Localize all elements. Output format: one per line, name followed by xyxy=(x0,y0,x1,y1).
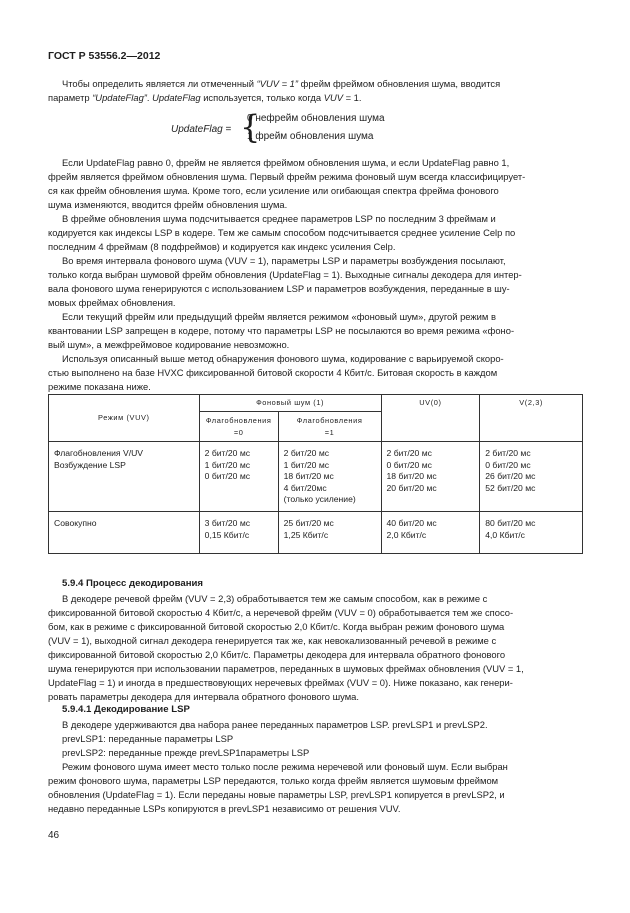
table-row2-c1: 3 бит/20 мс 0,15 Кбит/с xyxy=(199,512,278,554)
table-row2-c3: 40 бит/20 мс 2,0 Кбит/с xyxy=(381,512,480,554)
table-header-mode: Режим (VUV) xyxy=(49,395,200,442)
paragraph-intro-cont: параметр “UpdateFlag”. UpdateFlag используется, только когда VUV = 1. xyxy=(48,92,362,103)
paragraph-prevlsp2: prevLSP2: переданные прежде prevLSP1параметры LSP xyxy=(62,747,310,758)
section-title-5941: 5.9.4.1 Декодирование LSP xyxy=(62,704,190,715)
page-number: 46 xyxy=(48,830,60,841)
brace-symbol: { xyxy=(240,108,261,146)
formula-case-1: 1 фрейм обновления шума xyxy=(247,131,374,142)
table-row1-c2: 2 бит/20 мс 1 бит/20 мс 18 бит/20 мс 4 бит/20мс (только усиление) xyxy=(278,442,381,512)
table-row2-label: Совокупно xyxy=(49,512,200,554)
table-row1-c3: 2 бит/20 мс 0 бит/20 мс 18 бит/20 мс 20 бит/20 мс xyxy=(381,442,480,512)
table-row2-c2: 25 бит/20 мс 1,25 Кбит/с xyxy=(278,512,381,554)
table-row1-label: Флагобновления V/UV Возбуждение LSP xyxy=(49,442,200,512)
table-header-flag1: Флагобновления =1 xyxy=(278,412,381,442)
table-header-flag0: Флагобновления =0 xyxy=(199,412,278,442)
bitrate-table xyxy=(48,394,583,554)
document-header: ГОСТ Р 53556.2—2012 xyxy=(48,50,161,62)
table-row2-c4: 80 бит/20 мс 4,0 Кбит/с xyxy=(480,512,583,554)
table-row1-c4: 2 бит/20 мс 0 бит/20 мс 26 бит/20 мс 52 бит/20 мс xyxy=(480,442,583,512)
table-row1-c1: 2 бит/20 мс 1 бит/20 мс 0 бит/20 мс xyxy=(199,442,278,512)
paragraph-lsp-sets: В декодере удерживаются два набора ранее переданных параметров LSP. prevLSP1 и prevLSP2. xyxy=(62,719,488,730)
formula-label: UpdateFlag = xyxy=(171,124,232,135)
paragraph-prevlsp1: prevLSP1: переданные параметры LSP xyxy=(62,733,234,744)
formula-case-0: 0 нефрейм обновления шума xyxy=(247,113,385,124)
table-header-uv: UV(0) xyxy=(381,395,480,442)
paragraph-intro: Чтобы определить является ли отмеченный “VUV = 1” фрейм фреймом обновления шума, вводится xyxy=(62,78,501,89)
section-title-594: 5.9.4 Процесс декодирования xyxy=(62,578,204,589)
table-header-v: V(2,3) xyxy=(480,395,583,442)
table-header-bg: Фоновый шум (1) xyxy=(199,395,381,412)
